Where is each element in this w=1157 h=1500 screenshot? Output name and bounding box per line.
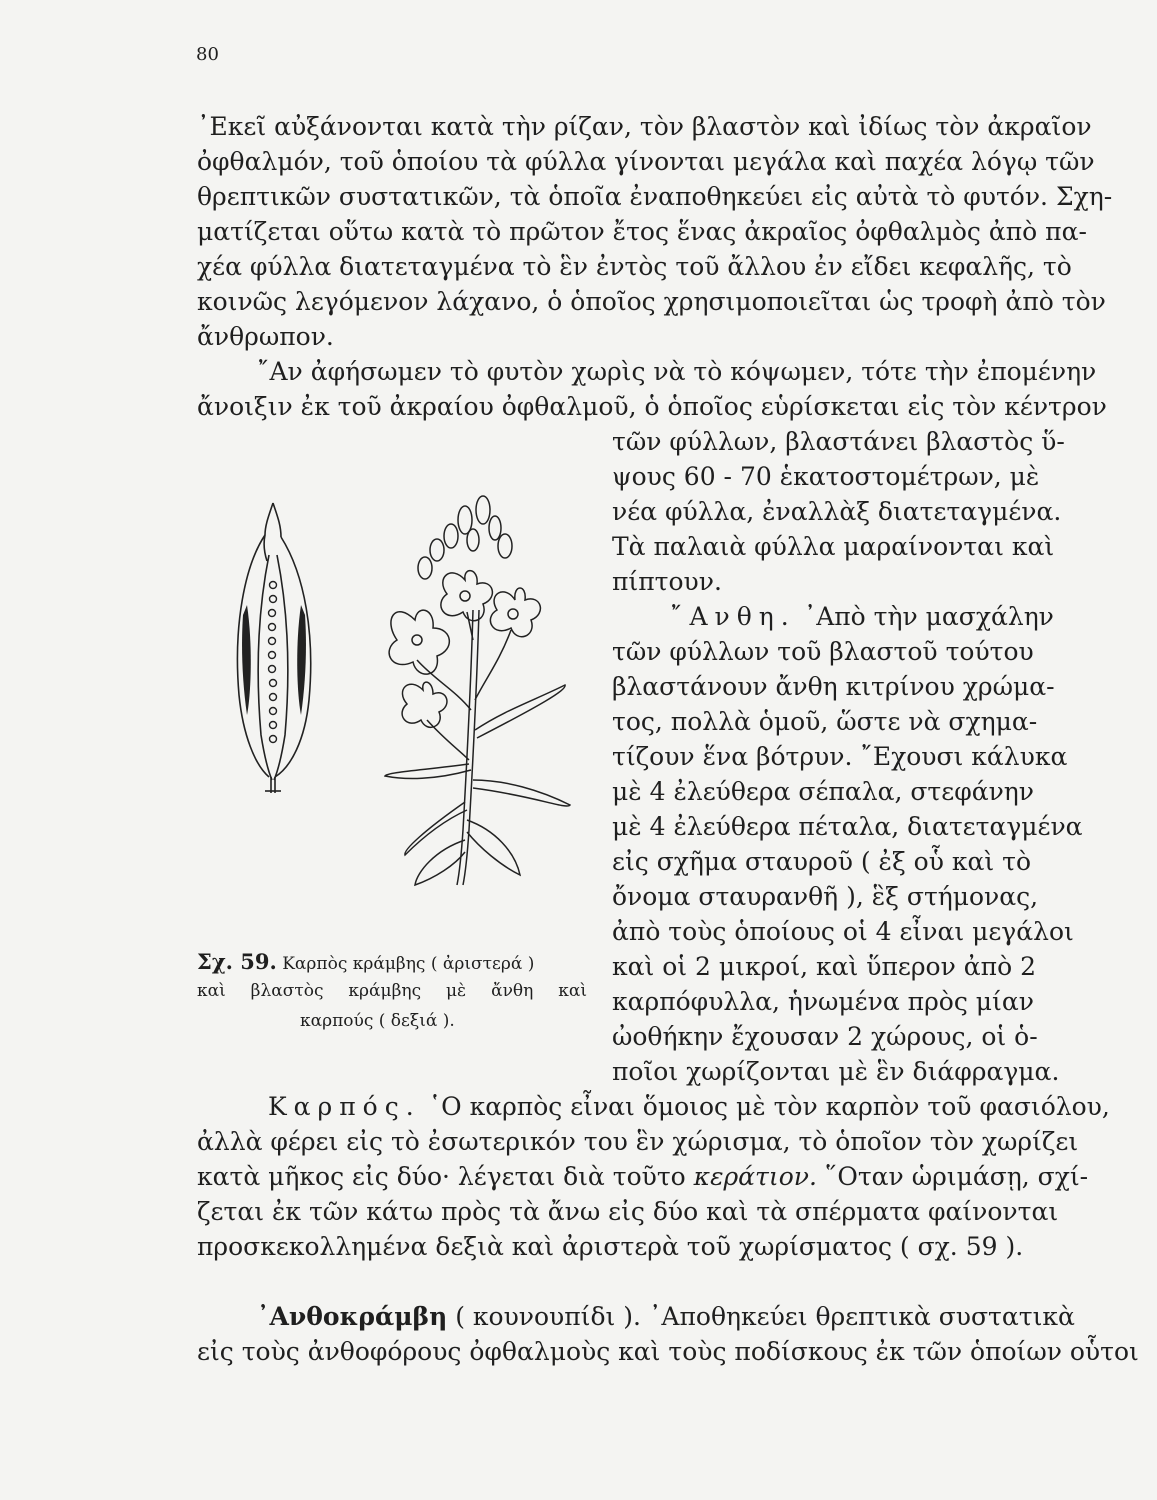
text-line: ἄνθρωπον.: [197, 322, 334, 351]
section-heading: ᾿Ανθοκράμβη: [257, 1302, 448, 1331]
karpos-line: [268, 1092, 1110, 1122]
text-line: εἰς τοὺς ἀνθοφόρους ὀφθαλμοὺς καὶ τοὺς ποδίσκους ἐκ τῶν ὁποίων οὗτοι: [197, 1337, 1139, 1366]
text-line: καρπόφυλλα, ἡνωμένα πρὸς μίαν: [612, 987, 1034, 1016]
text-line: τίζουν ἕνα βότρυν. ῎Εχουσι κάλυκα: [612, 742, 1068, 771]
text-line: τῶν φύλλων τοῦ βλαστοῦ τούτου: [612, 637, 1034, 666]
figure-caption-line: καὶ βλαστὸς κράμβης μὲ ἄνθη καὶ: [197, 981, 587, 1001]
text-line: ἄνοιξιν ἐκ τοῦ ἀκραίου ὀφθαλμοῦ, ὁ ὁποῖος εὑρίσκεται εἰς τὸν κέντρον: [197, 392, 1107, 421]
text-line: τῶν φύλλων, βλαστάνει βλαστὸς ὕ-: [612, 427, 1065, 456]
text-line: ψους 60 - 70 ἑκατοστομέτρων, μὲ: [612, 462, 1040, 491]
text-line: τος, πολλὰ ὁμοῦ, ὥστε νὰ σχημα-: [612, 707, 1038, 736]
page-number: 80: [196, 44, 219, 65]
figure-label: Σχ. 59.: [197, 949, 277, 974]
text-line: μὲ 4 ἐλεύθερα πέταλα, διατεταγμένα: [612, 812, 1083, 841]
anthokramvi-line: [197, 1302, 1075, 1332]
anthi-line: [670, 602, 1054, 632]
text-span: ῞Οταν ὡριμάσῃ, σχί-: [824, 1162, 1089, 1191]
caption-text: Καρπὸς κράμβης ( ἀριστερά ): [282, 954, 535, 974]
text-line: ῎Αν ἀφήσωμεν τὸ φυτὸν χωρὶς νὰ τὸ κόψωμεν, τότε τὴν ἐπομένην: [257, 357, 1097, 386]
text-line: ὄνομα σταυρανθῆ ), ἓξ στήμονας,: [612, 882, 1039, 911]
cabbage-flowering-shoot-illustration: [355, 480, 605, 890]
text-line: χέα φύλλα διατεταγμένα τὸ ἓν ἐντὸς τοῦ ἄλλου ἐν εἴδει κεφαλῆς, τὸ: [197, 252, 1072, 281]
term-keratio: κεράτιον.: [693, 1162, 817, 1191]
text-line: ζεται ἐκ τῶν κάτω πρὸς τὰ ἄνω εἰς δύο καὶ τὰ σπέρματα φαίνονται: [197, 1197, 1059, 1226]
text-span: ᾿Απὸ τὴν μασχάλην: [803, 602, 1054, 631]
text-span: ( κουνουπίδι ). ᾿Αποθηκεύει θρεπτικὰ συστατικὰ: [455, 1302, 1075, 1331]
text-line: ἀπὸ τοὺς ὁποίους οἱ 4 εἶναι μεγάλοι: [612, 917, 1074, 946]
text-line: βλαστάνουν ἄνθη κιτρίνου χρώμα-: [612, 672, 1055, 701]
text-line: πίπτουν.: [612, 567, 722, 596]
text-line: προσκεκολλημένα δεξιὰ καὶ ἀριστερὰ τοῦ χωρίσματος ( σχ. 59 ).: [197, 1232, 1024, 1261]
text-line: [197, 1162, 1089, 1192]
text-line: εἰς σχῆμα σταυροῦ ( ἐξ οὗ καὶ τὸ: [612, 847, 1032, 876]
text-line: ὀφθαλμόν, τοῦ ὁποίου τὰ φύλλα γίνονται μεγάλα καὶ παχέα λόγῳ τῶν: [197, 147, 1095, 176]
text-line: καὶ οἱ 2 μικροί, καὶ ὕπερον ἀπὸ 2: [612, 952, 1036, 981]
text-line: ποῖοι χωρίζονται μὲ ἓν διάφραγμα.: [612, 1057, 1060, 1086]
section-heading: Καρπός.: [268, 1092, 421, 1121]
text-span: κατὰ μῆκος εἰς δύο· λέγεται διὰ τοῦτο: [197, 1162, 686, 1191]
text-line: ὠοθήκην ἔχουσαν 2 χώρους, οἱ ὁ-: [612, 1022, 1038, 1051]
text-line: ἀλλὰ φέρει εἰς τὸ ἐσωτερικόν του ἓν χώρισμα, τὸ ὁποῖον τὸν χωρίζει: [197, 1127, 1079, 1156]
text-line: νέα φύλλα, ἐναλλὰξ διατεταγμένα.: [612, 497, 1062, 526]
figure-caption-line: καρπούς ( δεξιά ).: [300, 1011, 455, 1031]
text-line: ᾿Εκεῖ αὐξάνονται κατὰ τὴν ρίζαν, τὸν βλαστὸν καὶ ἰδίως τὸν ἀκραῖον: [197, 112, 1092, 141]
section-heading: ῎Ανθη.: [670, 602, 796, 631]
cabbage-pod-illustration: [225, 495, 320, 795]
text-line: κοινῶς λεγόμενον λάχανο, ὁ ὁποῖος χρησιμοποιεῖται ὡς τροφὴ ἀπὸ τὸν: [197, 287, 1106, 316]
text-line: θρεπτικῶν συστατικῶν, τὰ ὁποῖα ἐναποθηκεύει εἰς αὐτὰ τὸ φυτόν. Σχη-: [197, 182, 1113, 211]
figure-caption-line: [197, 950, 534, 976]
text-line: ματίζεται οὕτω κατὰ τὸ πρῶτον ἔτος ἕνας ἀκραῖος ὀφθαλμὸς ἀπὸ πα-: [197, 217, 1087, 246]
text-span: ῾Ο καρπὸς εἶναι ὅμοιος μὲ τὸν καρπὸν τοῦ φασιόλου,: [428, 1092, 1110, 1121]
text-line: Τὰ παλαιὰ φύλλα μαραίνονται καὶ: [612, 532, 1055, 561]
text-line: μὲ 4 ἐλεύθερα σέπαλα, στεφάνην: [612, 777, 1034, 806]
